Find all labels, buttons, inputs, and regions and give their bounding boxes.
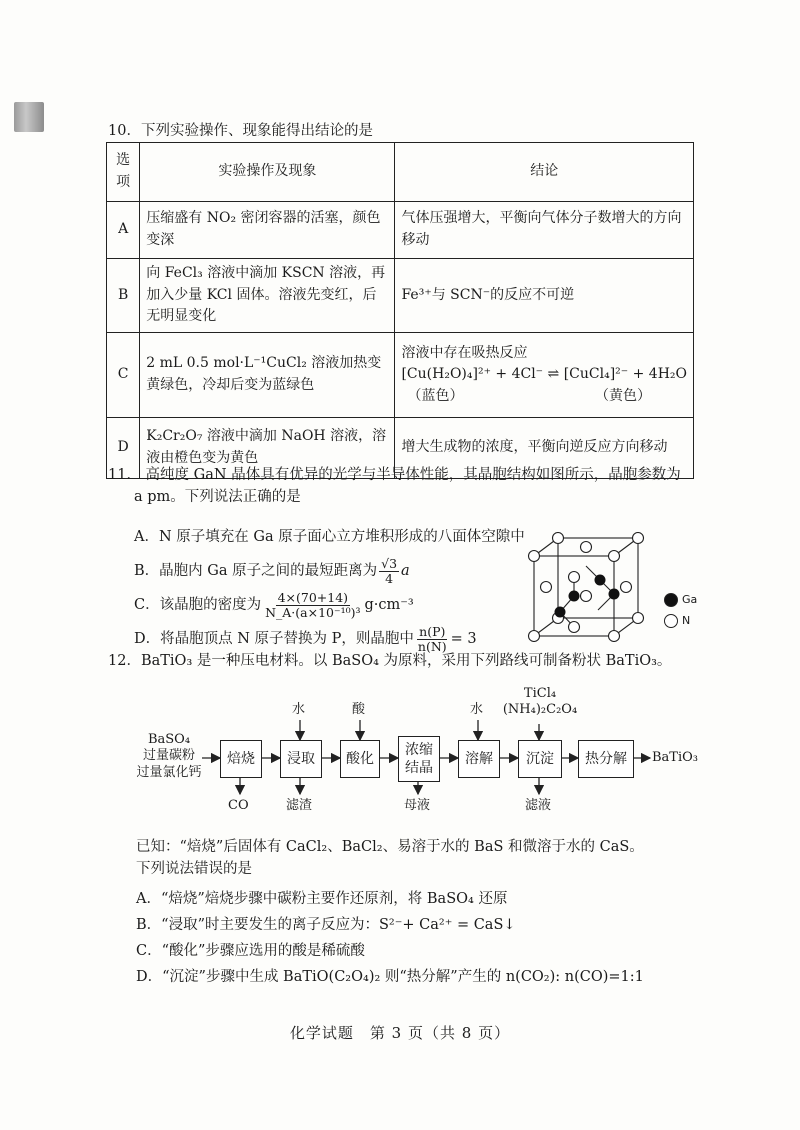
output-filtrate: 滤液 xyxy=(525,798,552,813)
input-reagents: TiCl₄ (NH₄)₂C₂O₄ xyxy=(502,686,578,718)
q11-option-d: D．将晶胞顶点 N 原子替换为 P，则晶胞中 $\frac{n(P)}{n(N)}$ = 3 xyxy=(134,623,477,654)
row-operation: 2 mL 0.5 mol·L⁻¹CuCl₂ 溶液加热变黄绿色，冷却后变为蓝绿色 xyxy=(140,333,395,418)
ga-dot-icon xyxy=(664,593,678,607)
q11-option-b: B．晶胞内 Ga 原子之间的最短距离为 $\frac{√3}{4}$ a xyxy=(134,555,410,586)
color-yellow-label: （黄色） xyxy=(595,387,651,404)
q11-option-a: A．N 原子填充在 Ga 原子面心立方堆积形成的八面体空隙中 xyxy=(134,528,525,545)
input-water: 水 xyxy=(292,702,306,717)
table-row xyxy=(107,202,694,259)
q12-option-a: A．“焙烧”焙烧步骤中碳粉主要作还原剂，将 BaSO₄ 还原 xyxy=(136,891,508,907)
q11-stem xyxy=(108,464,708,509)
output-co: CO xyxy=(228,798,249,813)
row-operation: 向 FeCl₃ 溶液中滴加 KSCN 溶液，再加入少量 KCl 固体。溶液先变红，后无明显变化 xyxy=(140,259,395,333)
table-row xyxy=(107,333,694,418)
fraction: $\frac{√3}{4}$ xyxy=(381,555,398,586)
q12-known: 已知：“焙烧”后固体有 CaCl₂、BaCl₂、易溶于水的 BaS 和微溶于水的 CaS。 下列说法错误的是 xyxy=(136,839,644,878)
fraction: $\frac{n(P)}{n(N)}$ xyxy=(417,623,447,654)
q12-option-b: B．“浸取”时主要发生的离子反应为：S²⁻+ Ca²⁺ = CaS↓ xyxy=(136,917,516,933)
row-operation: K₂Cr₂O₇ 溶液中滴加 NaOH 溶液，溶液由橙色变为黄色 xyxy=(140,418,395,479)
header-option: 选项 xyxy=(107,143,140,202)
row-option: A xyxy=(107,202,140,259)
input-water: 水 xyxy=(470,702,484,717)
step-thermal-decomposition: 热分解 xyxy=(578,740,634,778)
page-footer: 化学试题 第 3 页（共 8 页） xyxy=(289,1024,511,1042)
page-edge-tab xyxy=(14,102,44,132)
step-roasting: 焙烧 xyxy=(220,740,262,778)
input-acid: 酸 xyxy=(352,702,366,717)
fraction: $\frac{4\times(70+14)}{\text{N\_A·(a×10⁻¹⁰)³}}$ xyxy=(265,589,361,620)
step-dissolve: 溶解 xyxy=(458,740,500,778)
flow-product: BaTiO₃ xyxy=(652,750,699,765)
row-operation: 压缩盛有 NO₂ 密闭容器的活塞，颜色变深 xyxy=(140,202,395,259)
q12-option-d: D．“沉淀”步骤中生成 BaTiO(C₂O₄)₂ 则“热分解”产生的 n(CO₂): n(CO)=1:1 xyxy=(136,969,644,985)
step-precipitate: 沉淀 xyxy=(518,740,562,778)
row-option: B xyxy=(107,259,140,333)
crystal-cell-diagram xyxy=(520,532,660,642)
row-conclusion: 增大生成物的浓度，平衡向逆反应方向移动 xyxy=(395,418,694,479)
step-leaching: 浸取 xyxy=(280,740,322,778)
q12-stem: 12．BaTiO₃ 是一种压电材料。以 BaSO₄ 为原料，采用下列路线可制备粉状 BaTiO₃。 xyxy=(108,653,672,669)
step-acidify: 酸化 xyxy=(340,740,380,778)
q11-option-c: C．该晶胞的密度为 $\frac{4\times(70+14)}{\text{N\_A·(a×10⁻¹⁰)³}}$ g·cm⁻³ xyxy=(134,589,414,620)
row-option: C xyxy=(107,333,140,418)
output-mother-liquor: 母液 xyxy=(404,798,431,813)
step-concentrate-crystallize: 浓缩 结晶 xyxy=(398,736,440,782)
table-row xyxy=(107,259,694,333)
q10-stem: 10．下列实验操作、现象能得出结论的是 xyxy=(108,123,373,139)
header-operation: 实验操作及现象 xyxy=(140,143,395,202)
color-blue-label: （蓝色） xyxy=(407,387,464,404)
row-conclusion xyxy=(395,333,694,418)
conclusion-text: 溶液中存在吸热反应 xyxy=(401,344,528,361)
row-conclusion: Fe³⁺与 SCN⁻的反应不可逆 xyxy=(395,259,694,333)
crystal-legend: Ga N xyxy=(664,590,697,632)
equilibrium-equation: [Cu(H₂O)₄]²⁺ + 4Cl⁻ ⇌ [CuCl₄]²⁻ + 4H₂O xyxy=(401,366,687,383)
q11-stem-line1: 11． 高纯度 GaN 晶体具有优异的光学与半导体性能，其晶胞结构如图所示，晶胞参数为 xyxy=(108,467,681,483)
table-header-row xyxy=(107,143,694,202)
header-conclusion: 结论 xyxy=(395,143,694,202)
row-conclusion: 气体压强增大，平衡向气体分子数增大的方向移动 xyxy=(395,202,694,259)
output-residue: 滤渣 xyxy=(286,798,313,813)
flow-inputs: BaSO₄ 过量碳粉 过量氯化钙 xyxy=(136,732,202,780)
q12-option-c: C．“酸化”步骤应选用的酸是稀硫酸 xyxy=(136,943,365,959)
q11-options xyxy=(134,520,525,656)
row-option: D xyxy=(107,418,140,479)
q10-table xyxy=(106,142,694,479)
q12-options xyxy=(136,888,644,992)
q11-stem-line2: a pm。下列说法正确的是 xyxy=(134,489,301,506)
n-dot-icon xyxy=(664,614,678,628)
